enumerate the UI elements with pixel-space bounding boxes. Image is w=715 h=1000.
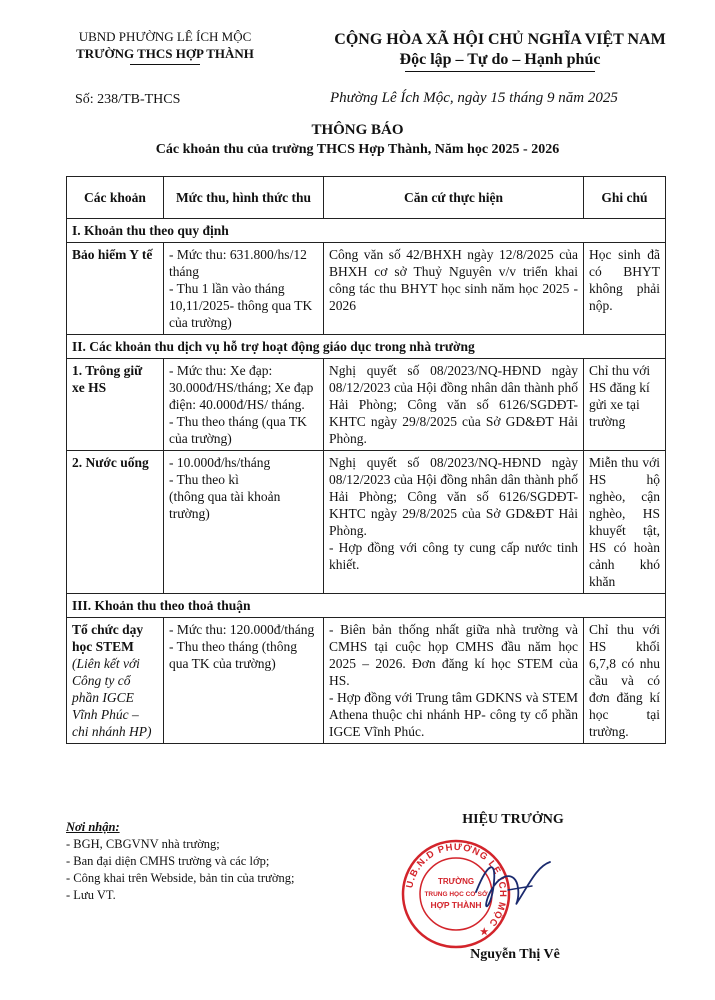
rate-line: - Thu theo kì <box>169 472 239 487</box>
item-cell <box>67 618 164 744</box>
note-cell: Miễn thu với HS hộ nghèo, cận nghèo, HS khuyết tật, HS có hoàn cảnh khó khăn <box>584 451 666 594</box>
svg-text:TRƯỜNG: TRƯỜNG <box>437 877 475 886</box>
issuer-line1: UBND PHƯỜNG LÊ ÍCH MỘC <box>78 29 252 44</box>
document-number: Số: 238/TB-THCS <box>75 92 181 107</box>
document-title: THÔNG BÁO <box>311 122 404 138</box>
item-name: Bảo hiểm Y tế <box>67 243 164 335</box>
recipient-item: - Công khai trên Webside, bản tin của trường; <box>66 871 295 885</box>
section-title: II. Các khoản thu dịch vụ hỗ trợ hoạt động giáo dục trong nhà trường <box>67 335 666 359</box>
basis-line: - Hợp đồng với Trung tâm GDKNS và STEM Athena thuộc chi nhánh HP- công ty cổ phần IGCE Vĩnh Phúc. <box>329 690 578 739</box>
rate-cell <box>164 359 324 451</box>
rate-cell <box>164 618 324 744</box>
rate-cell <box>164 243 324 335</box>
svg-text:TRUNG HỌC CƠ SỞ: TRUNG HỌC CƠ SỞ <box>424 891 488 898</box>
item-subtitle: (Liên kết với Công ty cổ phần IGCE Vĩnh Phúc – chi nhánh HP) <box>72 656 152 739</box>
document-subtitle: Các khoản thu của trường THCS Hợp Thành, Năm học 2025 - 2026 <box>155 142 560 157</box>
recipient-item: - BGH, CBGVNV nhà trường; <box>66 837 220 851</box>
rate-cell <box>164 451 324 594</box>
basis-line: - Biên bản thống nhất giữa nhà trường và CMHS tại cuộc họp CMHS đầu năm học 2025 – 2026. Đơn đăng kí học STEM của HS. <box>329 622 578 688</box>
issuer-block <box>40 28 290 65</box>
recipients-heading: Nơi nhận: <box>66 820 120 834</box>
basis-cell <box>324 618 584 744</box>
rate-line: - Thu theo tháng (thông qua TK của trường) <box>169 639 297 671</box>
col-header-note: Ghi chú <box>584 177 666 219</box>
table-row <box>67 618 666 744</box>
rate-line: - 10.000đ/hs/tháng <box>169 455 271 470</box>
rate-line: (thông qua tài khoản trường) <box>169 489 281 521</box>
recipient-item: - Lưu VT. <box>66 888 116 902</box>
national-motto-block <box>300 30 700 72</box>
signer-name: Nguyễn Thị Vê <box>470 947 560 962</box>
recipients-block <box>66 819 294 904</box>
fees-table <box>66 176 666 744</box>
note-cell: Học sinh đã có BHYT không phải nộp. <box>584 243 666 335</box>
place-date: Phường Lê Ích Mộc, ngày 15 tháng 9 năm 2025 <box>330 90 618 106</box>
col-header-basis: Căn cứ thực hiện <box>324 177 584 219</box>
rate-line: - Thu theo tháng (qua TK của trường) <box>169 414 307 446</box>
table-row <box>67 243 666 335</box>
table-header-row <box>67 177 666 219</box>
col-header-item: Các khoản <box>67 177 164 219</box>
issuer-line2: TRƯỜNG THCS HỢP THÀNH <box>76 46 254 61</box>
item-name: 2. Nước uống <box>67 451 164 594</box>
col-header-rate: Mức thu, hình thức thu <box>164 177 324 219</box>
section-title: III. Khoản thu theo thoả thuận <box>67 594 666 618</box>
motto-underline <box>405 71 595 72</box>
rate-line: - Mức thu: 631.800/hs/12 tháng <box>169 247 307 279</box>
nation-line1: CỘNG HÒA XÃ HỘI CHỦ NGHĨA VIỆT NAM <box>334 31 666 48</box>
basis-line: - Hợp đồng với công ty cung cấp nước tinh khiết. <box>329 540 578 572</box>
basis-cell <box>324 243 584 335</box>
rate-line: - Thu 1 lần vào tháng 10,11/2025- thông qua TK của trường) <box>169 281 313 330</box>
svg-text:HỢP THÀNH: HỢP THÀNH <box>430 900 482 910</box>
item-name: 1. Trông giữ xe HS <box>67 359 164 451</box>
basis-cell <box>324 451 584 594</box>
basis-line: Nghị quyết số 08/2023/NQ-HĐND ngày 08/12/2023 của Hội đồng nhân dân thành phố Hải Phòng; Công văn số 6126/SGDĐT-KHTC ngày 29/8/2025 của Sở GD&ĐT Hải Phòng. <box>329 363 578 446</box>
section-row <box>67 335 666 359</box>
item-name: Tổ chức dạy học STEM <box>72 622 144 654</box>
rate-line: - Mức thu: Xe đạp: 30.000đ/HS/tháng; Xe đạp điện: 40.000đ/HS/ tháng. <box>169 363 314 412</box>
svg-text:U.B.N.D PHƯỜNG LÊ ÍCH MỘC ★: U.B.N.D PHƯỜNG LÊ ÍCH MỘC ★ <box>404 841 509 939</box>
note-cell: Chỉ thu với HS đăng kí gửi xe tại trường <box>584 359 666 451</box>
nation-line2: Độc lập – Tự do – Hạnh phúc <box>399 51 601 68</box>
section-row <box>67 594 666 618</box>
handwritten-signature-icon <box>468 852 578 922</box>
basis-line: Công văn số 42/BHXH ngày 12/8/2025 của BHXH cơ sở Thuỷ Nguyên v/v triển khai công tác thu BHYT học sinh năm học 2025 - 2026 <box>329 247 578 313</box>
issuer-underline <box>130 64 200 65</box>
section-row <box>67 219 666 243</box>
note-cell: Chỉ thu với HS khối 6,7,8 có nhu cầu và có đơn đăng kí học tại trường. <box>584 618 666 744</box>
section-title: I. Khoản thu theo quy định <box>67 219 666 243</box>
basis-line: Nghị quyết số 08/2023/NQ-HĐND ngày 08/12/2023 của Hội đồng nhân dân thành phố Hải Phòng; Công văn số 6126/SGDĐT-KHTC ngày 29/8/2025 của Sở GD&ĐT Hải Phòng. <box>329 455 578 538</box>
table-row <box>67 359 666 451</box>
signer-role: HIỆU TRƯỞNG <box>462 812 564 827</box>
rate-line: - Mức thu: 120.000đ/tháng <box>169 622 315 637</box>
table-row <box>67 451 666 594</box>
basis-cell <box>324 359 584 451</box>
recipient-item: - Ban đại diện CMHS trường và các lớp; <box>66 854 270 868</box>
